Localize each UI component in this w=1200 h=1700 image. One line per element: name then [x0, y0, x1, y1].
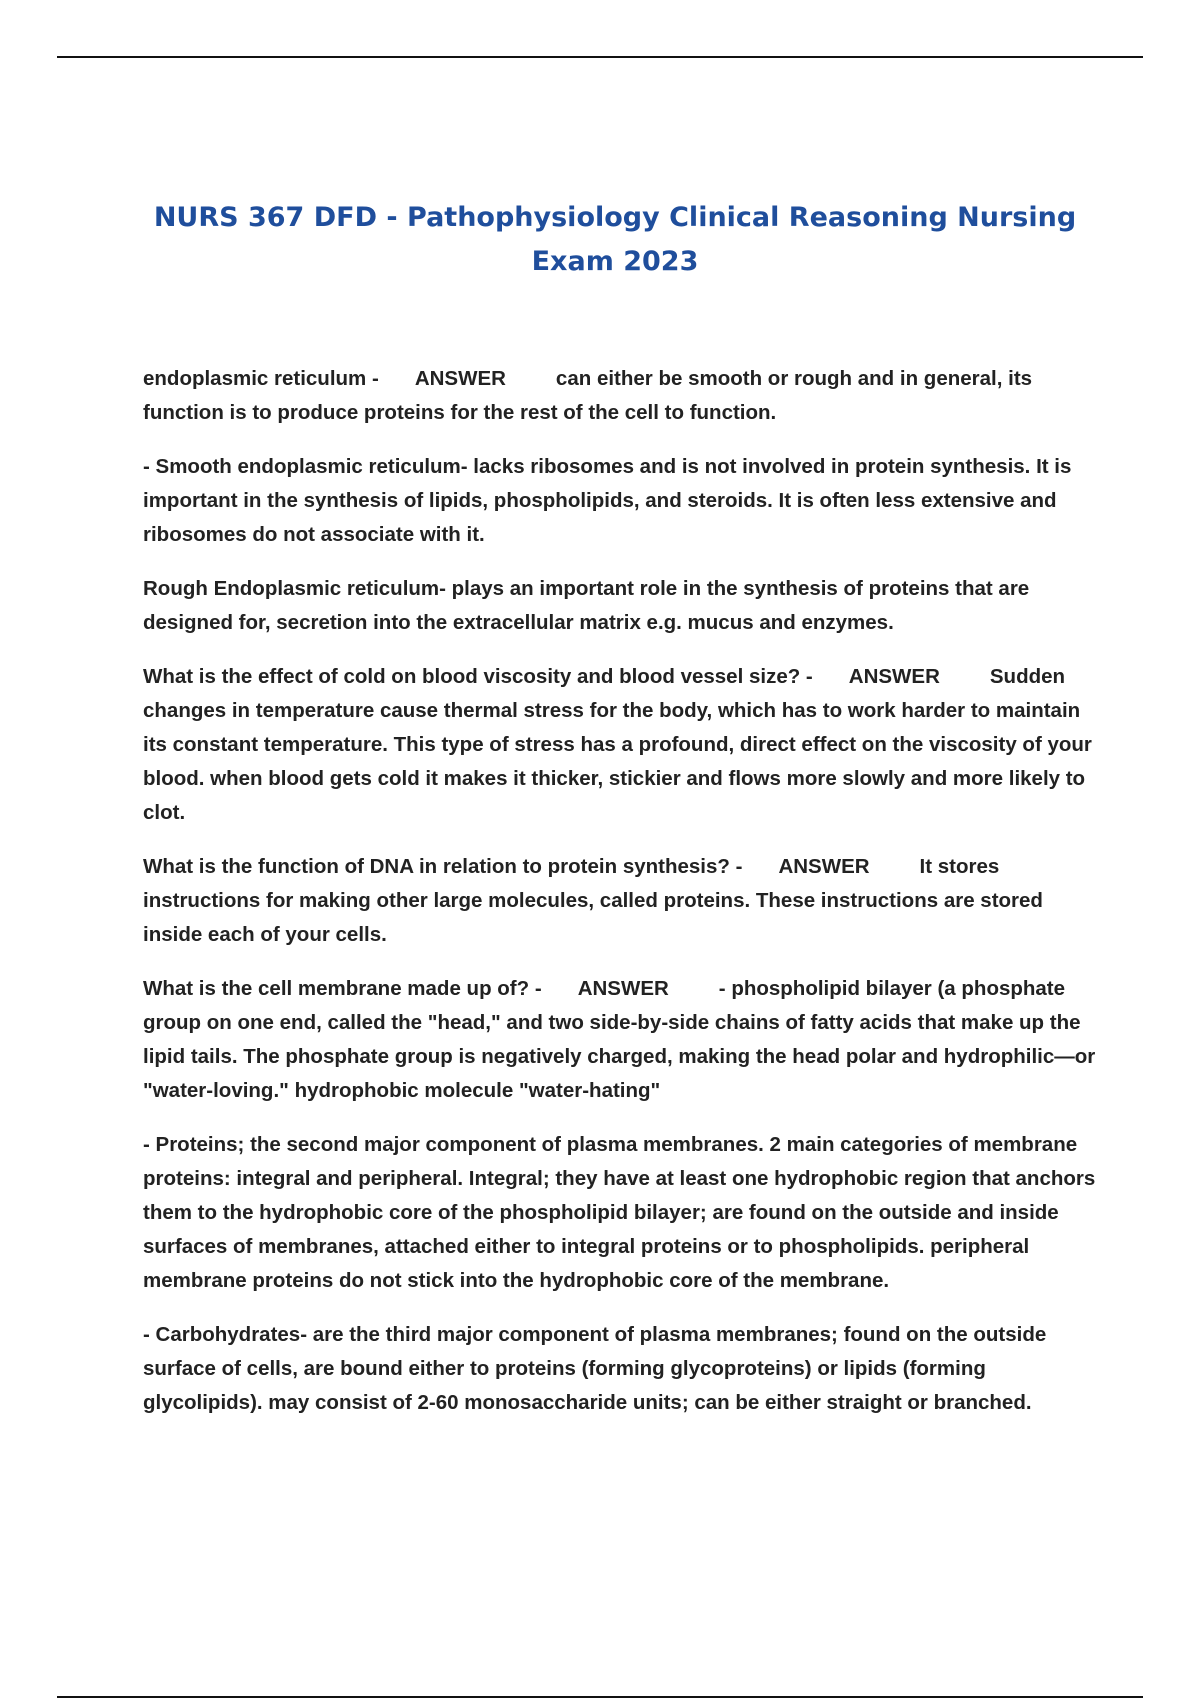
answer-label: ANSWER — [414, 367, 506, 390]
question-text: endoplasmic reticulum - — [143, 367, 379, 390]
answer-text: Sudden changes in temperature cause thermal stress for the body, which has to work harder to maintain its constant temperature. This type of stress has a profound, direct effect on the viscosity of your blood. when blood gets cold it makes it thicker, stickier and flows more slowly and more likely to clot. — [143, 665, 1092, 824]
note-paragraph: - Smooth endoplasmic reticulum- lacks ribosomes and is not involved in protein synthesis. It is important in the synthesis of lipids, phospholipids, and steroids. It is often less extensive and ribosomes do not associate with it. — [143, 455, 1072, 546]
bottom-rule — [57, 1696, 1143, 1698]
question-text: What is the function of DNA in relation to protein synthesis? - — [143, 855, 743, 878]
question-text: What is the cell membrane made up of? - — [143, 977, 542, 1000]
answer-text: It stores instructions for making other large molecules, called proteins. These instructions are stored inside each of your cells. — [143, 855, 1043, 946]
question-text: What is the effect of cold on blood viscosity and blood vessel size? - — [143, 665, 813, 688]
note-paragraph: - Proteins; the second major component of plasma membranes. 2 main categories of membrane proteins: integral and peripheral. Integral; they have at least one hydrophobic region that anchors them to the hydrophobic core of the phospholipid bilayer; are found on the outside and inside surfaces of membranes, attached either to integral proteins or to phospholipids. peripheral membrane proteins do not stick into the hydrophobic core of the membrane. — [143, 1133, 1096, 1292]
answer-label: ANSWER — [577, 977, 669, 1000]
answer-label: ANSWER — [778, 855, 870, 878]
note-paragraph: - Carbohydrates- are the third major component of plasma membranes; found on the outside surface of cells, are bound either to proteins (forming glycoproteins) or lipids (forming glycolipids). may consist of 2-60 monosaccharide units; can be either straight or branched. — [143, 1323, 1047, 1414]
qa-entry — [143, 660, 1098, 830]
document-body — [143, 362, 1098, 1440]
document-title: NURS 367 DFD - Pathophysiology Clinical Reasoning Nursing Exam 2023 — [153, 202, 1077, 277]
answer-label: ANSWER — [848, 665, 940, 688]
qa-entry — [143, 362, 1098, 430]
qa-entry — [143, 850, 1098, 952]
answer-text: can either be smooth or rough and in general, its function is to produce proteins for the rest of the cell to function. — [143, 367, 1033, 424]
qa-entry — [143, 972, 1098, 1108]
note-paragraph: Rough Endoplasmic reticulum- plays an important role in the synthesis of proteins that are designed for, secretion into the extracellular matrix e.g. mucus and enzymes. — [143, 577, 1030, 634]
top-rule — [57, 56, 1143, 58]
answer-text: - phospholipid bilayer (a phosphate group on one end, called the "head," and two side-by-side chains of fatty acids that make up the lipid tails. The phosphate group is negatively charged, making the head polar and hydrophilic—or "water-loving." hydrophobic molecule "water-hating" — [143, 977, 1096, 1102]
